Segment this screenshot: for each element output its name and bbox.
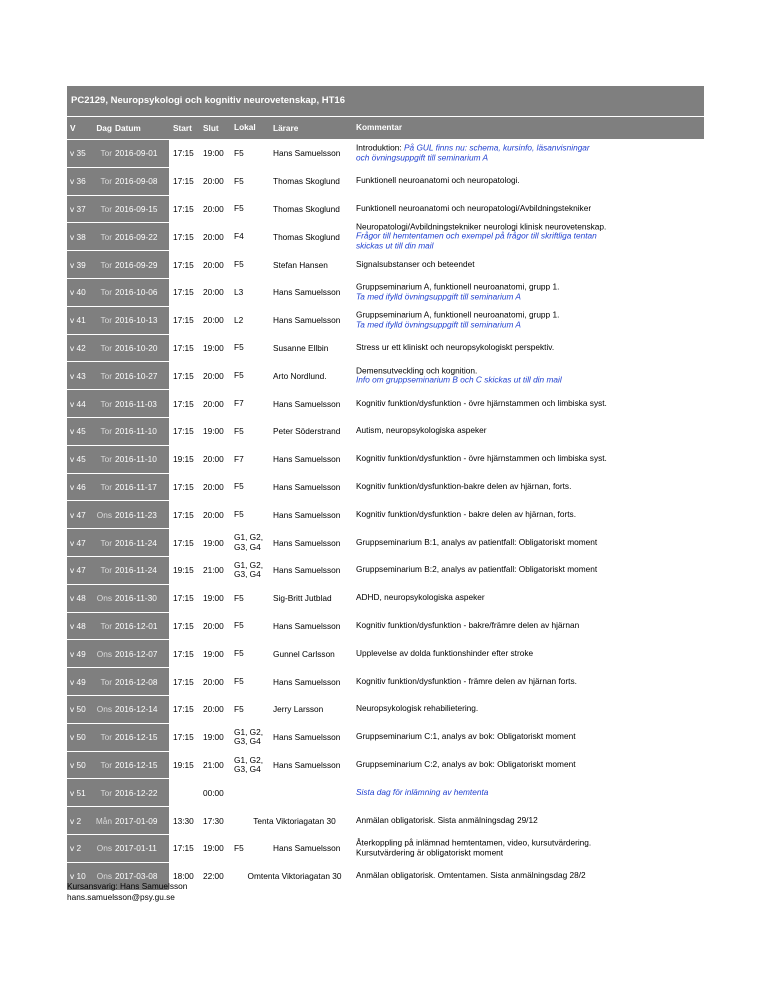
- day-cell: Tor: [96, 196, 113, 223]
- comment-cell: [356, 807, 704, 834]
- comment-cell: [356, 863, 704, 890]
- comment-cell: [356, 529, 704, 556]
- teacher-cell: Hans Samuelsson: [273, 315, 341, 326]
- start-cell: 19:15: [173, 565, 194, 576]
- exam-location-cell: Omtenta Viktoriagatan 30: [247, 871, 342, 882]
- end-cell: 20:00: [203, 203, 224, 214]
- end-cell: 20:00: [203, 287, 224, 298]
- comment-text: Signalsubstanser och beteendet: [356, 258, 475, 269]
- comment-cell: [356, 446, 704, 473]
- room-cell: L3: [234, 286, 244, 297]
- end-cell: 19:00: [203, 537, 224, 548]
- end-cell: 19:00: [203, 593, 224, 604]
- end-cell: 20:00: [203, 509, 224, 520]
- room-cell: F5: [234, 425, 244, 436]
- day-cell: Tor: [96, 613, 113, 640]
- date-cell: 2016-09-22: [113, 223, 169, 250]
- date-cell: 2016-12-07: [113, 640, 169, 667]
- end-cell: 19:00: [203, 148, 224, 159]
- comment-text: Introduktion:: [356, 142, 402, 153]
- start-cell: 17:15: [173, 398, 194, 409]
- day-cell: Tor: [96, 529, 113, 556]
- table-row: [67, 334, 704, 362]
- comment-cell: [356, 390, 704, 417]
- week-cell: v 10: [67, 863, 96, 890]
- week-cell: v 2: [67, 807, 96, 834]
- start-cell: 17:15: [173, 704, 194, 715]
- table-row: [67, 751, 704, 779]
- start-cell: 19:15: [173, 454, 194, 465]
- comment-text: Kognitiv funktion/dysfunktion - övre hjärnstammen och limbiska syst.: [356, 397, 607, 408]
- end-cell: 20:00: [203, 398, 224, 409]
- date-cell: 2016-12-15: [113, 724, 169, 751]
- day-cell: Tor: [96, 390, 113, 417]
- start-cell: 19:15: [173, 759, 194, 770]
- teacher-cell: Thomas Skoglund: [273, 203, 340, 214]
- comment-text: Kognitiv funktion/dysfunktion - övre hjärnstammen och limbiska syst.: [356, 453, 607, 464]
- end-cell: 20:00: [203, 620, 224, 631]
- header-lokal: Lokal: [234, 122, 256, 133]
- end-cell: 19:00: [203, 426, 224, 437]
- end-cell: 20:00: [203, 231, 224, 242]
- room-cell: [234, 779, 272, 806]
- date-cell: 2016-12-01: [113, 613, 169, 640]
- start-cell: 17:15: [173, 620, 194, 631]
- comment-cell: [356, 335, 704, 362]
- room-cell: F5: [234, 509, 244, 520]
- room-cell: F5: [234, 592, 244, 603]
- week-cell: v 47: [67, 501, 96, 528]
- week-cell: v 42: [67, 335, 96, 362]
- week-cell: v 2: [67, 835, 96, 862]
- comment-cell: [356, 668, 704, 695]
- teacher-cell: Thomas Skoglund: [273, 176, 340, 187]
- table-row: [67, 500, 704, 528]
- date-cell: 2016-09-15: [113, 196, 169, 223]
- table-row: [67, 612, 704, 640]
- start-cell: 17:15: [173, 203, 194, 214]
- table-row: [67, 250, 704, 278]
- room-cell: F7: [234, 398, 244, 408]
- table-row: [67, 389, 704, 417]
- end-cell: 21:00: [203, 759, 224, 770]
- comment-note: Ta med ifylld övningsuppgift till seminarium A: [356, 319, 521, 330]
- date-cell: 2016-12-22: [113, 779, 169, 806]
- week-cell: v 50: [67, 696, 96, 723]
- day-cell: Tor: [96, 752, 113, 779]
- start-cell: 17:15: [173, 148, 194, 159]
- day-cell: Tor: [96, 223, 113, 250]
- teacher-cell: Thomas Skoglund: [273, 231, 340, 242]
- teacher-cell: Hans Samuelsson: [273, 537, 341, 548]
- start-cell: 17:15: [173, 315, 194, 326]
- comment-cell: [356, 168, 704, 195]
- day-cell: Tor: [96, 418, 113, 445]
- teacher-cell: Hans Samuelsson: [273, 759, 341, 770]
- start-cell: 17:15: [173, 231, 194, 242]
- week-cell: v 45: [67, 446, 96, 473]
- teacher-cell: Arto Nordlund.: [273, 370, 327, 381]
- room-cell: F5: [234, 342, 244, 353]
- end-cell: 20:00: [203, 704, 224, 715]
- end-cell: 20:00: [203, 454, 224, 465]
- end-cell: 19:00: [203, 732, 224, 743]
- table-row: [67, 584, 704, 612]
- comment-text: Återkoppling på inlämnad hemtentamen, video, kursutvärdering.: [356, 837, 592, 848]
- start-cell: 17:15: [173, 732, 194, 743]
- comment-text: Demensutveckling och kognition.: [356, 365, 478, 376]
- room-cell: F5: [234, 147, 244, 158]
- week-cell: v 45: [67, 418, 96, 445]
- table-row: [67, 834, 704, 862]
- comment-cell: [356, 752, 704, 779]
- start-cell: 17:15: [173, 259, 194, 270]
- end-cell: 20:00: [203, 176, 224, 187]
- start-cell: 17:15: [173, 426, 194, 437]
- comment-text: skickas ut till din mail: [356, 240, 434, 251]
- end-cell: 20:00: [203, 481, 224, 492]
- date-cell: 2016-12-08: [113, 668, 169, 695]
- comment-note: Frågor till hemtentamen och exempel på frågor till skriftliga tentan: [356, 231, 597, 242]
- comment-cell: [356, 613, 704, 640]
- teacher-cell: Hans Samuelsson: [273, 565, 341, 576]
- day-cell: Ons: [96, 696, 113, 723]
- table-row: [67, 361, 704, 389]
- room-cell: F5: [234, 675, 244, 686]
- date-cell: 2016-10-13: [113, 307, 169, 334]
- date-cell: 2016-12-14: [113, 696, 169, 723]
- room-cell: F4: [234, 231, 244, 242]
- end-cell: 20:00: [203, 370, 224, 381]
- comment-cell: [356, 307, 704, 334]
- day-cell: Ons: [96, 585, 113, 612]
- start-cell: 17:15: [173, 676, 194, 687]
- room-cell: F5: [234, 175, 244, 186]
- teacher-cell: Gunnel Carlsson: [273, 648, 335, 659]
- comment-text: Autism, neuropsykologiska aspeker: [356, 425, 487, 436]
- day-cell: Tor: [96, 335, 113, 362]
- comment-text: Gruppseminarium C:1, analys av bok: Obligatoriskt moment: [356, 731, 576, 742]
- comment-cell: [356, 140, 704, 167]
- comment-cell: [356, 835, 704, 862]
- teacher-cell: Hans Samuelsson: [273, 843, 341, 854]
- comment-note: Sista dag för inlämning av hemtenta: [356, 786, 489, 797]
- teacher-cell: Hans Samuelsson: [273, 454, 341, 465]
- comment-text: Gruppseminarium C:2, analys av bok: Obligatoriskt moment: [356, 759, 576, 770]
- start-cell: 17:15: [173, 287, 194, 298]
- comment-text: Anmälan obligatorisk. Omtentamen. Sista anmälningsdag 28/2: [356, 870, 586, 881]
- week-cell: v 47: [67, 529, 96, 556]
- date-cell: 2016-11-10: [113, 446, 169, 473]
- comment-cell: [356, 696, 704, 723]
- end-cell: 19:00: [203, 648, 224, 659]
- week-cell: v 49: [67, 640, 96, 667]
- table-row: [67, 417, 704, 445]
- comment-text: Kognitiv funktion/dysfunktion - främre delen av hjärnan forts.: [356, 675, 577, 686]
- end-cell: 19:00: [203, 342, 224, 353]
- day-cell: Ons: [96, 640, 113, 667]
- table-row: [67, 695, 704, 723]
- table-row: [67, 306, 704, 334]
- day-cell: Tor: [96, 279, 113, 306]
- teacher-cell: Stefan Hansen: [273, 259, 328, 270]
- week-cell: v 40: [67, 279, 96, 306]
- date-cell: 2016-10-20: [113, 335, 169, 362]
- room-cell: F5: [234, 481, 244, 492]
- contact-email: hans.samuelsson@psy.gu.se: [67, 892, 175, 902]
- room-cell: F5: [234, 842, 244, 853]
- date-cell: 2016-09-29: [113, 251, 169, 278]
- comment-text: Gruppseminarium B:2, analys av patientfall: Obligatoriskt moment: [356, 564, 598, 575]
- header-start: Start: [173, 123, 192, 133]
- comment-text: Kursutvärdering är obligatoriskt moment: [356, 847, 504, 858]
- room-cell: F5: [234, 620, 244, 631]
- comment-text: Kognitiv funktion/dysfunktion - bakre delen av hjärnan, forts.: [356, 508, 576, 519]
- teacher-cell: Hans Samuelsson: [273, 148, 341, 159]
- comment-cell: [356, 585, 704, 612]
- comment-note: På GUL finns nu: schema, kursinfo, läsanvisningar: [403, 142, 590, 153]
- schedule-table: [67, 86, 704, 890]
- comment-note: Info om gruppseminarium B och C skickas ut till din mail: [356, 374, 562, 385]
- end-cell: 21:00: [203, 565, 224, 576]
- teacher-cell: Susanne Ellbin: [273, 342, 329, 353]
- schedule-rows: [67, 139, 704, 890]
- day-cell: Tor: [96, 724, 113, 751]
- teacher-cell: Peter Söderstrand: [273, 426, 341, 437]
- course-responsible: Kursansvarig: Hans Samuelsson: [67, 881, 188, 891]
- start-cell: 17:15: [173, 843, 194, 854]
- week-cell: v 48: [67, 613, 96, 640]
- header-dag: Dag: [96, 123, 112, 133]
- start-cell: 17:15: [173, 481, 194, 492]
- day-cell: Ons: [96, 863, 113, 890]
- comment-text: Kognitiv funktion/dysfunktion - bakre/främre delen av hjärnan: [356, 620, 580, 631]
- week-cell: v 37: [67, 196, 96, 223]
- day-cell: Tor: [96, 168, 113, 195]
- start-cell: 17:15: [173, 593, 194, 604]
- teacher-cell: Hans Samuelsson: [273, 676, 341, 687]
- end-cell: 19:00: [203, 843, 224, 854]
- week-cell: v 46: [67, 474, 96, 501]
- course-contact: [67, 881, 187, 903]
- comment-cell: [356, 279, 704, 306]
- room-cell: F5: [234, 203, 244, 214]
- header-datum: Datum: [115, 123, 141, 133]
- table-row: [67, 639, 704, 667]
- start-cell: 13:30: [173, 815, 194, 826]
- comment-note: Ta med ifylld övningsuppgift till seminarium A: [356, 291, 521, 302]
- comment-text: Gruppseminarium B:1, analys av patientfall: Obligatoriskt moment: [356, 536, 598, 547]
- day-cell: Tor: [96, 557, 113, 584]
- teacher-cell: Hans Samuelsson: [273, 732, 341, 743]
- day-cell: Ons: [96, 501, 113, 528]
- week-cell: v 44: [67, 390, 96, 417]
- date-cell: 2016-09-08: [113, 168, 169, 195]
- room-cell: F5: [234, 370, 244, 381]
- comment-text: Gruppseminarium A, funktionell neuroanatomi, grupp 1.: [356, 309, 560, 320]
- header-v: V: [70, 123, 76, 133]
- column-header-row: [67, 116, 704, 139]
- table-row: [67, 528, 704, 556]
- comment-cell: [356, 557, 704, 584]
- room-cell: F5: [234, 703, 244, 714]
- comment-cell: [356, 362, 704, 389]
- week-cell: v 50: [67, 752, 96, 779]
- day-cell: Tor: [96, 362, 113, 389]
- date-cell: 2016-11-17: [113, 474, 169, 501]
- header-larare: Lärare: [273, 123, 299, 133]
- date-cell: 2016-11-24: [113, 529, 169, 556]
- week-cell: v 51: [67, 779, 96, 806]
- day-cell: Tor: [96, 251, 113, 278]
- comment-cell: [356, 196, 704, 223]
- table-row: [67, 139, 704, 167]
- room-cell: L2: [234, 314, 244, 325]
- room-cell: F7: [234, 453, 244, 464]
- comment-text: Kognitiv funktion/dysfunktion-bakre delen av hjärnan, forts.: [356, 481, 572, 492]
- comment-note: och övningsuppgift till seminarium A: [356, 152, 489, 163]
- table-row: [67, 278, 704, 306]
- table-row: [67, 723, 704, 751]
- comment-text: ADHD, neuropsykologiska aspeker: [356, 592, 485, 603]
- comment-cell: [356, 640, 704, 667]
- room-cell: F5: [234, 648, 244, 659]
- comment-text: Anmälan obligatorisk. Sista anmälningsdag 29/12: [356, 814, 538, 825]
- start-cell: 17:15: [173, 509, 194, 520]
- date-cell: 2016-10-27: [113, 362, 169, 389]
- table-row: [67, 195, 704, 223]
- date-cell: 2016-09-01: [113, 140, 169, 167]
- day-cell: Tor: [96, 307, 113, 334]
- teacher-cell: Hans Samuelsson: [273, 620, 341, 631]
- date-cell: 2016-11-03: [113, 390, 169, 417]
- start-cell: 17:15: [173, 342, 194, 353]
- end-cell: 20:00: [203, 315, 224, 326]
- date-cell: 2017-01-11: [113, 835, 169, 862]
- start-cell: 17:15: [173, 648, 194, 659]
- table-row: [67, 778, 704, 806]
- comment-text: Gruppseminarium A, funktionell neuroanatomi, grupp 1.: [356, 281, 560, 292]
- date-cell: 2016-11-24: [113, 557, 169, 584]
- teacher-cell: Hans Samuelsson: [273, 509, 341, 520]
- header-slut: Slut: [203, 123, 219, 133]
- course-title: PC2129, Neuropsykologi och kognitiv neurovetenskap, HT16: [67, 86, 704, 116]
- comment-cell: [356, 474, 704, 501]
- comment-text: Stress ur ett kliniskt och neuropsykologiskt perspektiv.: [356, 342, 555, 353]
- week-cell: v 35: [67, 140, 96, 167]
- day-cell: Tor: [96, 779, 113, 806]
- table-row: [67, 167, 704, 195]
- end-cell: 20:00: [203, 259, 224, 270]
- room-cell: G1, G2, G3, G4: [234, 560, 264, 580]
- end-cell: 22:00: [203, 871, 224, 882]
- day-cell: Tor: [96, 474, 113, 501]
- date-cell: 2016-12-15: [113, 752, 169, 779]
- table-row: [67, 445, 704, 473]
- teacher-cell: Jerry Larsson: [273, 704, 324, 715]
- table-row: [67, 667, 704, 695]
- teacher-cell: Sig-Britt Jutblad: [273, 593, 332, 604]
- teacher-cell: Hans Samuelsson: [273, 398, 341, 409]
- comment-cell: [356, 501, 704, 528]
- exam-location-cell: Tenta Viktoriagatan 30: [253, 815, 336, 826]
- date-cell: 2017-03-08: [113, 863, 169, 890]
- room-cell: G1, G2, G3, G4: [234, 754, 264, 774]
- table-row: [67, 556, 704, 584]
- comment-cell: [356, 223, 704, 250]
- end-cell: 17:30: [203, 815, 224, 826]
- week-cell: v 48: [67, 585, 96, 612]
- comment-text: Neuropatologi/Avbildningstekniker neurologi klinisk neurovetenskap.: [356, 221, 607, 232]
- comment-cell: [356, 724, 704, 751]
- comment-text: Neuropsykologisk rehabilietering.: [356, 703, 479, 714]
- day-cell: Tor: [96, 668, 113, 695]
- table-row: [67, 222, 704, 250]
- start-cell: 17:15: [173, 537, 194, 548]
- day-cell: Tor: [96, 446, 113, 473]
- start-cell: 18:00: [173, 871, 194, 882]
- room-cell: F5: [234, 259, 244, 270]
- comment-text: Funktionell neuroanatomi och neuropatologi/Avbildningstekniker: [356, 203, 592, 214]
- day-cell: Tor: [96, 140, 113, 167]
- header-kommentar: Kommentar: [356, 122, 403, 133]
- comment-cell: [356, 779, 704, 806]
- teacher-cell: Hans Samuelsson: [273, 287, 341, 298]
- teacher-cell: [273, 779, 357, 806]
- start-cell: 17:15: [173, 370, 194, 381]
- week-cell: v 36: [67, 168, 96, 195]
- week-cell: v 43: [67, 362, 96, 389]
- week-cell: v 41: [67, 307, 96, 334]
- table-row: [67, 473, 704, 501]
- week-cell: v 39: [67, 251, 96, 278]
- date-cell: 2016-11-10: [113, 418, 169, 445]
- teacher-cell: Hans Samuelsson: [273, 481, 341, 492]
- start-cell: 17:15: [173, 176, 194, 187]
- day-cell: Ons: [96, 835, 113, 862]
- week-cell: v 38: [67, 223, 96, 250]
- comment-cell: [356, 418, 704, 445]
- table-row: [67, 806, 704, 834]
- end-cell: 20:00: [203, 676, 224, 687]
- day-cell: Mån: [96, 807, 113, 834]
- week-cell: v 49: [67, 668, 96, 695]
- date-cell: 2016-11-30: [113, 585, 169, 612]
- end-cell: 00:00: [203, 787, 224, 798]
- room-cell: G1, G2, G3, G4: [234, 727, 264, 747]
- comment-text: Funktionell neuroanatomi och neuropatologi.: [356, 175, 520, 186]
- date-cell: 2016-10-06: [113, 279, 169, 306]
- week-cell: v 47: [67, 557, 96, 584]
- date-cell: 2017-01-09: [113, 807, 169, 834]
- week-cell: v 50: [67, 724, 96, 751]
- start-cell: [173, 779, 203, 806]
- room-cell: G1, G2, G3, G4: [234, 532, 264, 552]
- comment-cell: [356, 251, 704, 278]
- date-cell: 2016-11-23: [113, 501, 169, 528]
- comment-text: Upplevelse av dolda funktionshinder efter stroke: [356, 647, 534, 658]
